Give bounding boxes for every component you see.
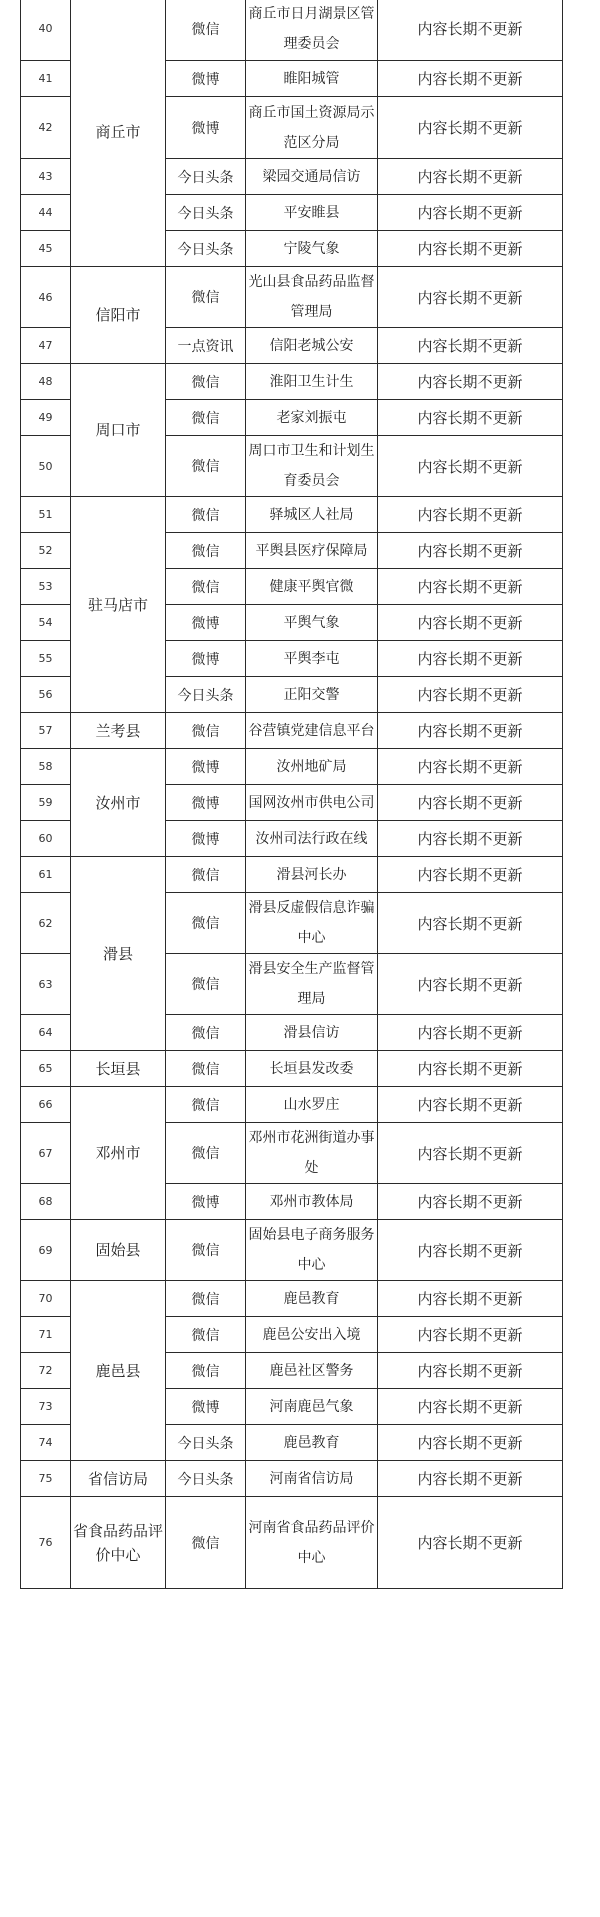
status-cell: 内容长期不更新 (378, 821, 563, 857)
row-number: 51 (21, 497, 71, 533)
row-number: 60 (21, 821, 71, 857)
row-number: 64 (21, 1015, 71, 1051)
platform-cell: 微信 (166, 436, 246, 497)
platform-cell: 微博 (166, 641, 246, 677)
row-number: 75 (21, 1461, 71, 1497)
account-name-cell: 平安睢县 (246, 195, 378, 231)
table-row (21, 1497, 563, 1589)
account-name-cell: 商丘市日月湖景区管理委员会 (246, 0, 378, 61)
status-cell: 内容长期不更新 (378, 677, 563, 713)
account-name-cell: 健康平舆官微 (246, 569, 378, 605)
account-name-cell: 梁园交通局信访 (246, 159, 378, 195)
platform-cell: 微信 (166, 713, 246, 749)
platform-cell: 今日头条 (166, 1461, 246, 1497)
row-number: 72 (21, 1353, 71, 1389)
table-row (21, 749, 563, 785)
table-row (21, 713, 563, 749)
platform-cell: 微博 (166, 97, 246, 159)
city-cell: 邓州市 (71, 1087, 166, 1220)
status-cell: 内容长期不更新 (378, 785, 563, 821)
platform-cell: 微博 (166, 1389, 246, 1425)
row-number: 69 (21, 1220, 71, 1281)
row-number: 40 (21, 0, 71, 61)
platform-cell: 微信 (166, 1497, 246, 1589)
status-cell: 内容长期不更新 (378, 605, 563, 641)
account-name-cell: 滑县反虚假信息诈骗中心 (246, 893, 378, 954)
platform-cell: 微信 (166, 893, 246, 954)
account-name-cell: 滑县河长办 (246, 857, 378, 893)
row-number: 46 (21, 267, 71, 328)
platform-cell: 今日头条 (166, 231, 246, 267)
platform-cell: 微信 (166, 569, 246, 605)
status-cell: 内容长期不更新 (378, 1220, 563, 1281)
table-row (21, 1051, 563, 1087)
platform-cell: 微信 (166, 1087, 246, 1123)
status-cell: 内容长期不更新 (378, 533, 563, 569)
platform-cell: 今日头条 (166, 195, 246, 231)
status-cell: 内容长期不更新 (378, 857, 563, 893)
row-number: 53 (21, 569, 71, 605)
account-name-cell: 滑县信访 (246, 1015, 378, 1051)
platform-cell: 今日头条 (166, 677, 246, 713)
account-name-cell: 滑县安全生产监督管理局 (246, 954, 378, 1015)
status-cell: 内容长期不更新 (378, 749, 563, 785)
status-cell: 内容长期不更新 (378, 1184, 563, 1220)
platform-cell: 微信 (166, 954, 246, 1015)
platform-cell: 微博 (166, 749, 246, 785)
account-name-cell: 国网汝州市供电公司 (246, 785, 378, 821)
status-cell: 内容长期不更新 (378, 97, 563, 159)
platform-cell: 微信 (166, 497, 246, 533)
table-row (21, 0, 563, 61)
city-cell: 省食品药品评价中心 (71, 1497, 166, 1589)
platform-cell: 微信 (166, 1317, 246, 1353)
account-name-cell: 固始县电子商务服务中心 (246, 1220, 378, 1281)
row-number: 49 (21, 400, 71, 436)
status-cell: 内容长期不更新 (378, 1497, 563, 1589)
status-cell: 内容长期不更新 (378, 400, 563, 436)
city-cell: 长垣县 (71, 1051, 166, 1087)
row-number: 54 (21, 605, 71, 641)
city-cell: 信阳市 (71, 267, 166, 364)
row-number: 67 (21, 1123, 71, 1184)
status-cell: 内容长期不更新 (378, 569, 563, 605)
account-name-cell: 睢阳城管 (246, 61, 378, 97)
status-cell: 内容长期不更新 (378, 1389, 563, 1425)
table-row (21, 364, 563, 400)
platform-cell: 微信 (166, 1220, 246, 1281)
account-name-cell: 平舆气象 (246, 605, 378, 641)
table-row (21, 497, 563, 533)
table-row (21, 1281, 563, 1317)
row-number: 50 (21, 436, 71, 497)
inspection-table (20, 0, 563, 1589)
status-cell: 内容长期不更新 (378, 641, 563, 677)
account-name-cell: 谷营镇党建信息平台 (246, 713, 378, 749)
platform-cell: 微信 (166, 1353, 246, 1389)
row-number: 52 (21, 533, 71, 569)
row-number: 55 (21, 641, 71, 677)
account-name-cell: 驿城区人社局 (246, 497, 378, 533)
row-number: 43 (21, 159, 71, 195)
table-row (21, 1087, 563, 1123)
platform-cell: 微信 (166, 533, 246, 569)
city-cell: 汝州市 (71, 749, 166, 857)
status-cell: 内容长期不更新 (378, 893, 563, 954)
status-cell: 内容长期不更新 (378, 497, 563, 533)
account-name-cell: 商丘市国土资源局示范区分局 (246, 97, 378, 159)
platform-cell: 一点资讯 (166, 328, 246, 364)
row-number: 68 (21, 1184, 71, 1220)
account-name-cell: 河南省食品药品评价中心 (246, 1497, 378, 1589)
table-row (21, 857, 563, 893)
status-cell: 内容长期不更新 (378, 195, 563, 231)
account-name-cell: 老家刘振屯 (246, 400, 378, 436)
row-number: 45 (21, 231, 71, 267)
status-cell: 内容长期不更新 (378, 1051, 563, 1087)
city-cell: 周口市 (71, 364, 166, 497)
status-cell: 内容长期不更新 (378, 1087, 563, 1123)
table-row (21, 1461, 563, 1497)
platform-cell: 微信 (166, 267, 246, 328)
row-number: 71 (21, 1317, 71, 1353)
status-cell: 内容长期不更新 (378, 0, 563, 61)
account-name-cell: 河南鹿邑气象 (246, 1389, 378, 1425)
city-cell: 省信访局 (71, 1461, 166, 1497)
account-name-cell: 信阳老城公安 (246, 328, 378, 364)
platform-cell: 微信 (166, 0, 246, 61)
row-number: 48 (21, 364, 71, 400)
platform-cell: 微信 (166, 1281, 246, 1317)
row-number: 62 (21, 893, 71, 954)
platform-cell: 微信 (166, 1015, 246, 1051)
status-cell: 内容长期不更新 (378, 1461, 563, 1497)
row-number: 61 (21, 857, 71, 893)
account-name-cell: 邓州市教体局 (246, 1184, 378, 1220)
account-name-cell: 汝州地矿局 (246, 749, 378, 785)
status-cell: 内容长期不更新 (378, 1317, 563, 1353)
table-row (21, 1220, 563, 1281)
row-number: 70 (21, 1281, 71, 1317)
platform-cell: 微信 (166, 1123, 246, 1184)
city-cell: 固始县 (71, 1220, 166, 1281)
account-name-cell: 汝州司法行政在线 (246, 821, 378, 857)
status-cell: 内容长期不更新 (378, 1015, 563, 1051)
status-cell: 内容长期不更新 (378, 1425, 563, 1461)
platform-cell: 今日头条 (166, 159, 246, 195)
city-cell: 鹿邑县 (71, 1281, 166, 1461)
row-number: 59 (21, 785, 71, 821)
account-name-cell: 长垣县发改委 (246, 1051, 378, 1087)
account-name-cell: 河南省信访局 (246, 1461, 378, 1497)
account-name-cell: 光山县食品药品监督管理局 (246, 267, 378, 328)
row-number: 74 (21, 1425, 71, 1461)
city-cell: 驻马店市 (71, 497, 166, 713)
row-number: 65 (21, 1051, 71, 1087)
status-cell: 内容长期不更新 (378, 328, 563, 364)
platform-cell: 微博 (166, 785, 246, 821)
status-cell: 内容长期不更新 (378, 436, 563, 497)
row-number: 58 (21, 749, 71, 785)
platform-cell: 微信 (166, 1051, 246, 1087)
status-cell: 内容长期不更新 (378, 954, 563, 1015)
account-name-cell: 山水罗庄 (246, 1087, 378, 1123)
platform-cell: 微博 (166, 605, 246, 641)
table-body (21, 0, 563, 1589)
account-name-cell: 淮阳卫生计生 (246, 364, 378, 400)
platform-cell: 微博 (166, 61, 246, 97)
status-cell: 内容长期不更新 (378, 1281, 563, 1317)
status-cell: 内容长期不更新 (378, 159, 563, 195)
status-cell: 内容长期不更新 (378, 1353, 563, 1389)
row-number: 57 (21, 713, 71, 749)
row-number: 56 (21, 677, 71, 713)
platform-cell: 微博 (166, 821, 246, 857)
status-cell: 内容长期不更新 (378, 267, 563, 328)
status-cell: 内容长期不更新 (378, 364, 563, 400)
platform-cell: 今日头条 (166, 1425, 246, 1461)
platform-cell: 微信 (166, 400, 246, 436)
platform-cell: 微博 (166, 1184, 246, 1220)
row-number: 42 (21, 97, 71, 159)
row-number: 44 (21, 195, 71, 231)
account-name-cell: 正阳交警 (246, 677, 378, 713)
row-number: 76 (21, 1497, 71, 1589)
row-number: 66 (21, 1087, 71, 1123)
account-name-cell: 鹿邑教育 (246, 1425, 378, 1461)
city-cell: 兰考县 (71, 713, 166, 749)
row-number: 41 (21, 61, 71, 97)
status-cell: 内容长期不更新 (378, 231, 563, 267)
account-name-cell: 鹿邑公安出入境 (246, 1317, 378, 1353)
account-name-cell: 鹿邑教育 (246, 1281, 378, 1317)
city-cell: 滑县 (71, 857, 166, 1051)
account-name-cell: 宁陵气象 (246, 231, 378, 267)
row-number: 73 (21, 1389, 71, 1425)
status-cell: 内容长期不更新 (378, 713, 563, 749)
account-name-cell: 周口市卫生和计划生育委员会 (246, 436, 378, 497)
platform-cell: 微信 (166, 364, 246, 400)
city-cell: 商丘市 (71, 0, 166, 267)
account-name-cell: 邓州市花洲街道办事处 (246, 1123, 378, 1184)
status-cell: 内容长期不更新 (378, 61, 563, 97)
table-row (21, 267, 563, 328)
row-number: 63 (21, 954, 71, 1015)
account-name-cell: 平舆县医疗保障局 (246, 533, 378, 569)
row-number: 47 (21, 328, 71, 364)
status-cell: 内容长期不更新 (378, 1123, 563, 1184)
platform-cell: 微信 (166, 857, 246, 893)
account-name-cell: 鹿邑社区警务 (246, 1353, 378, 1389)
account-name-cell: 平舆李屯 (246, 641, 378, 677)
